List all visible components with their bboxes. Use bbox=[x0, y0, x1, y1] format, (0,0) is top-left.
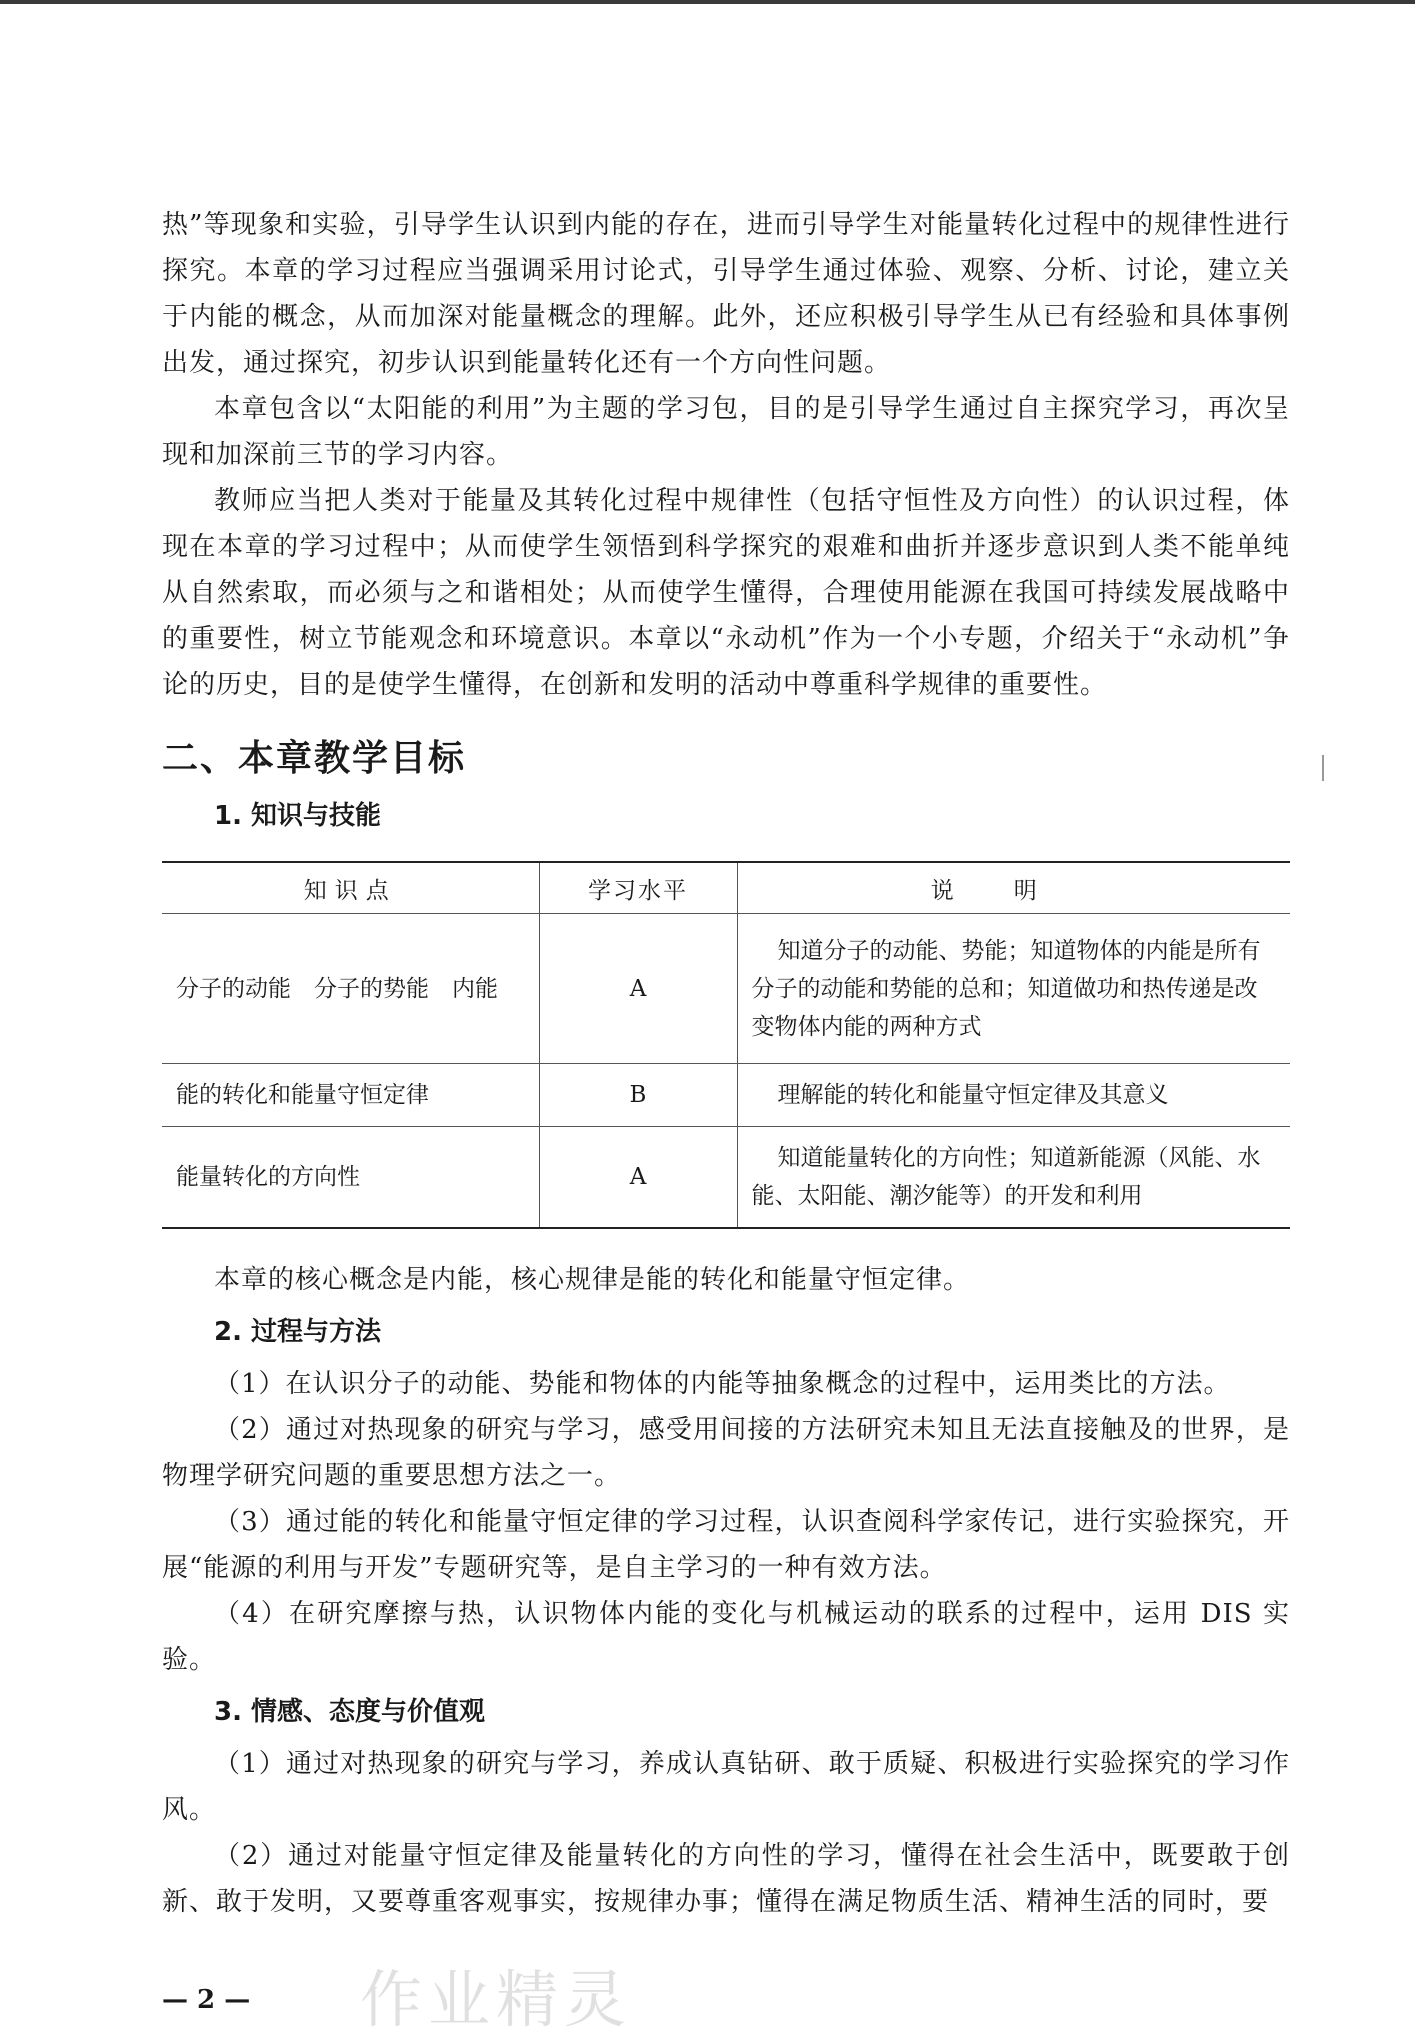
margin-mark bbox=[1322, 755, 1324, 781]
process-item: （3）通过能的转化和能量守恒定律的学习过程，认识查阅科学家传记，进行实验探究，开展“能源的利用与开发”专题研究等，是自主学习的一种有效方法。 bbox=[162, 1507, 1290, 1583]
table-cell-desc: 理解能的转化和能量守恒定律及其意义 bbox=[737, 1064, 1290, 1127]
table-row bbox=[162, 1127, 1290, 1229]
table-cell-level: A bbox=[539, 914, 737, 1064]
subsection-title-attitude: 3. 情感、态度与价值观 bbox=[214, 1697, 486, 1727]
table-header-topic: 知识点 bbox=[162, 862, 539, 914]
intro-paragraph: 教师应当把人类对于能量及其转化过程中规律性（包括守恒性及方向性）的认识过程，体现在本章的学习过程中；从而使学生领悟到科学探究的艰难和曲折并逐步意识到人类不能单纯从自然索取，而必须与之和谐相处；从而使学生懂得，合理使用能源在我国可持续发展战略中的重要性，树立节能观念和环境意识。本章以“永动机”作为一个小专题，介绍关于“永动机”争论的历史，目的是使学生懂得，在创新和发明的活动中尊重科学规律的重要性。 bbox=[162, 486, 1290, 700]
table-header-desc: 说明 bbox=[737, 862, 1290, 914]
table-cell-level: B bbox=[539, 1064, 737, 1127]
process-item: （1）在认识分子的动能、势能和物体的内能等抽象概念的过程中，运用类比的方法。 bbox=[214, 1369, 1231, 1399]
core-concept-text: 本章的核心概念是内能，核心规律是能的转化和能量守恒定律。 bbox=[214, 1265, 971, 1295]
section-title: 二、本章教学目标 bbox=[162, 738, 467, 779]
subsection-title-knowledge: 1. 知识与技能 bbox=[214, 801, 382, 831]
page-body bbox=[162, 202, 1290, 1925]
process-item: （2）通过对热现象的研究与学习，感受用间接的方法研究未知且无法直接触及的世界，是物理学研究问题的重要思想方法之一。 bbox=[162, 1415, 1290, 1491]
knowledge-table bbox=[162, 861, 1290, 1229]
table-cell-topic: 能量转化的方向性 bbox=[176, 1164, 360, 1190]
table-row bbox=[162, 1064, 1290, 1127]
table-cell-topic: 能的转化和能量守恒定律 bbox=[162, 1064, 539, 1127]
table-cell-desc: 知道能量转化的方向性；知道新能源（风能、水能、太阳能、潮汐能等）的开发和利用 bbox=[737, 1127, 1290, 1229]
table-header-row bbox=[162, 862, 1290, 914]
table-row bbox=[162, 914, 1290, 1064]
page-number: — 2 — bbox=[162, 1985, 251, 2015]
table-header-level: 学习水平 bbox=[539, 862, 737, 914]
attitude-item: （1）通过对热现象的研究与学习，养成认真钻研、敢于质疑、积极进行实验探究的学习作风。 bbox=[162, 1749, 1290, 1825]
process-item: （4）在研究摩擦与热，认识物体内能的变化与机械运动的联系的过程中，运用 DIS 实验。 bbox=[162, 1599, 1290, 1675]
subsection-title-process: 2. 过程与方法 bbox=[214, 1317, 382, 1347]
table-cell-level: A bbox=[539, 1127, 737, 1229]
attitude-item: （2）通过对能量守恒定律及能量转化的方向性的学习，懂得在社会生活中，既要敢于创新、敢于发明，又要尊重客观事实，按规律办事；懂得在满足物质生活、精神生活的同时，要 bbox=[162, 1841, 1290, 1917]
intro-paragraph: 热”等现象和实验，引导学生认识到内能的存在，进而引导学生对能量转化过程中的规律性进行探究。本章的学习过程应当强调采用讨论式，引导学生通过体验、观察、分析、讨论，建立关于内能的概念，从而加深对能量概念的理解。此外，还应积极引导学生从已有经验和具体事例出发，通过探究，初步认识到能量转化还有一个方向性问题。 bbox=[162, 210, 1290, 378]
table-cell-desc: 知道分子的动能、势能；知道物体的内能是所有分子的动能和势能的总和；知道做功和热传递是改变物体内能的两种方式 bbox=[737, 914, 1290, 1064]
table-cell-topic: 分子的动能 分子的势能 内能 bbox=[162, 914, 539, 1064]
intro-paragraph: 本章包含以“太阳能的利用”为主题的学习包，目的是引导学生通过自主探究学习，再次呈现和加深前三节的学习内容。 bbox=[162, 394, 1290, 470]
top-border-rule bbox=[0, 0, 1415, 4]
watermark: 作业精灵 bbox=[360, 1963, 633, 2036]
